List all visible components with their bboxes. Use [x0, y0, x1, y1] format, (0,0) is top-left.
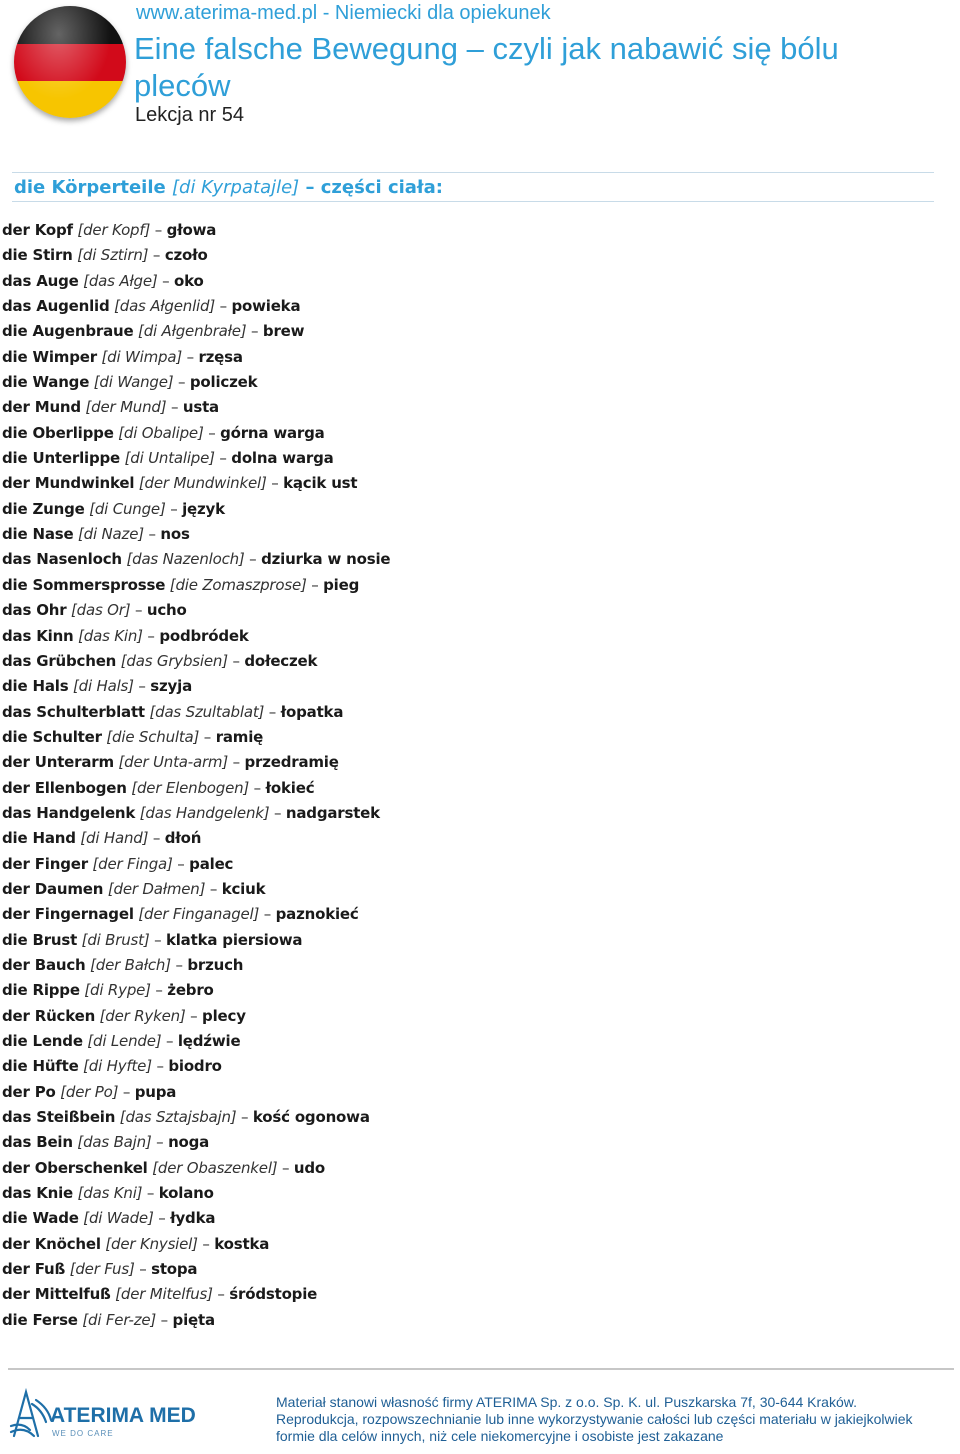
vocab-item [2, 1130, 390, 1155]
vocab-polish: plecy [202, 1006, 246, 1025]
vocab-german: das Grübchen [2, 651, 117, 670]
vocab-pronunciation: [der Bałch] [90, 955, 171, 974]
vocab-pronunciation: [der Kopf] [77, 221, 151, 239]
vocab-german: das Kinn [2, 626, 74, 645]
vocab-dash: – [202, 1234, 210, 1253]
vocab-dash: – [209, 879, 218, 898]
vocab-item [2, 1308, 390, 1333]
vocab-polish: brzuch [187, 955, 244, 974]
section-rule-top [12, 172, 934, 173]
vocab-german: das Schulterblatt [2, 702, 145, 721]
vocab-pronunciation: [di Cunge] [89, 499, 166, 518]
copyright-line: formie dla celów innych, niż cele niekomercyjne i osobiste jest zakazane [276, 1428, 724, 1444]
vocab-german: das Ohr [2, 601, 67, 620]
vocab-polish: oko [173, 271, 204, 290]
vocabulary-list [2, 218, 390, 1333]
vocab-german: der Po [2, 1082, 56, 1101]
vocab-german: die Hand [2, 829, 76, 848]
vocab-dash: – [138, 677, 146, 696]
vocab-dash: – [147, 626, 155, 645]
vocab-dash: – [253, 778, 261, 797]
vocab-dash: – [154, 930, 162, 949]
vocab-item [2, 624, 390, 649]
vocab-pronunciation: [das Szultablat] [149, 702, 265, 721]
vocab-pronunciation: [di Lende] [87, 1032, 162, 1050]
vocab-german: die Oberlippe [2, 423, 114, 442]
vocab-dash: – [273, 803, 282, 822]
vocab-polish: kostka [214, 1234, 270, 1253]
vocab-polish: podbródek [159, 626, 249, 645]
vocab-polish: stopa [151, 1260, 198, 1279]
vocab-polish: biodro [168, 1057, 222, 1076]
vocab-german: der Oberschenkel [2, 1158, 148, 1177]
vocab-german: der Kopf [2, 221, 73, 239]
vocab-polish: czoło [164, 246, 208, 265]
vocab-pronunciation: [di Rype] [84, 981, 151, 1000]
vocab-polish: powieka [231, 297, 301, 316]
vocab-pronunciation: [di Brust] [81, 930, 150, 949]
vocab-german: der Mundwinkel [2, 474, 135, 493]
vocab-pronunciation: [di Fer-ze] [82, 1310, 157, 1329]
vocab-pronunciation: [di Wimpa] [101, 347, 182, 366]
vocab-polish: kciuk [221, 879, 266, 898]
vocab-dash: – [162, 271, 170, 290]
vocab-dash: – [160, 1310, 168, 1329]
vocab-dash: – [271, 474, 279, 493]
vocab-item [2, 776, 390, 801]
vocab-polish: kolano [158, 1184, 214, 1203]
vocab-polish: żebro [167, 981, 214, 1000]
lesson-number: Lekcja nr 54 [135, 104, 244, 126]
vocab-polish: śródstopie [229, 1285, 318, 1304]
vocab-dash: – [177, 854, 185, 873]
vocab-dash: – [263, 905, 272, 924]
page-title: Eine falsche Bewegung – czyli jak nabawić się bólu pleców [134, 31, 839, 103]
vocab-polish: przedramię [244, 753, 339, 772]
vocab-polish: brew [262, 322, 305, 341]
vocab-polish: klatka piersiowa [165, 930, 303, 949]
vocab-pronunciation: [di Sztirn] [77, 246, 149, 265]
vocab-german: der Finger [2, 854, 88, 873]
vocab-german: die Ferse [2, 1310, 78, 1329]
vocab-polish: noga [168, 1133, 210, 1152]
aterima-logo [8, 1386, 196, 1450]
vocab-dash: – [251, 322, 259, 341]
vocab-pronunciation: [das Bajn] [77, 1133, 152, 1152]
vocab-dash: – [282, 1158, 290, 1177]
vocab-item [2, 446, 390, 471]
vocab-german: das Augenlid [2, 297, 110, 316]
vocab-pronunciation: [der Mund] [85, 398, 167, 417]
vocab-item [2, 877, 390, 902]
vocab-german: der Unterarm [2, 753, 114, 772]
vocab-item [2, 674, 390, 699]
vocab-pronunciation: [der Mitelfus] [115, 1285, 213, 1304]
section-heading-dash: – [305, 177, 315, 198]
vocab-dash: – [165, 1032, 174, 1050]
footer-divider [8, 1368, 954, 1370]
vocab-dash: – [170, 398, 179, 417]
vocab-pronunciation: [das Kin] [78, 626, 143, 645]
vocab-item [2, 826, 390, 851]
vocab-polish: łopatka [280, 702, 344, 721]
vocab-dash: – [208, 423, 216, 442]
vocab-item [2, 573, 390, 598]
vocab-item [2, 319, 390, 344]
vocab-dash: – [190, 1006, 198, 1025]
vocab-dash: – [139, 1260, 147, 1279]
section-heading-pron: [di Kyrpatajle] [172, 177, 300, 198]
vocab-dash: – [152, 246, 161, 265]
vocab-item [2, 928, 390, 953]
vocab-pronunciation: [di Untalipe] [124, 449, 215, 468]
vocab-dash: – [175, 955, 183, 974]
vocab-item [2, 801, 390, 826]
vocab-pronunciation: [der Obaszenkel] [152, 1158, 278, 1177]
vocab-german: die Unterlippe [2, 449, 121, 468]
vocab-german: die Zunge [2, 499, 85, 518]
vocab-dash: – [156, 1057, 164, 1076]
vocab-polish: głowa [166, 221, 217, 239]
vocab-polish: łokieć [265, 778, 315, 797]
german-flag-icon [14, 6, 126, 118]
vocab-item [2, 1054, 390, 1079]
vocab-dash: – [249, 550, 257, 569]
vocab-pronunciation: [das Handgelenk] [139, 803, 270, 822]
vocab-polish: pięta [172, 1310, 215, 1329]
aterima-logo-icon [8, 1386, 54, 1442]
vocab-dash: – [232, 753, 240, 772]
vocab-polish: kącik ust [283, 474, 358, 493]
site-header-link[interactable]: www.aterima-med.pl - Niemiecki dla opiekunek [136, 2, 551, 24]
vocab-polish: nadgarstek [285, 803, 380, 822]
copyright-line: Materiał stanowi własność firmy ATERIMA Sp. z o.o. Sp. K. ul. Puszkarska 7f, 30-644 Kraków. [276, 1394, 857, 1410]
vocab-item [2, 1282, 390, 1307]
section-heading-pl: części ciała: [320, 177, 443, 198]
vocab-pronunciation: [das Ałge] [83, 271, 158, 290]
vocab-german: die Wimper [2, 347, 97, 366]
vocab-pronunciation: [di Hals] [73, 677, 134, 696]
copyright-line: Reprodukcja, rozpowszechnianie lub inne wykorzystywanie całości lub części materiału w jakiejkolwiek [276, 1411, 913, 1427]
vocab-polish: paznokieć [275, 905, 359, 924]
vocab-german: der Mund [2, 398, 81, 417]
vocab-german: die Wange [2, 373, 90, 392]
vocab-dash: – [154, 221, 162, 239]
vocab-item [2, 471, 390, 496]
vocab-german: der Rücken [2, 1006, 96, 1025]
vocab-item [2, 1181, 390, 1206]
vocab-polish: górna warga [220, 423, 325, 442]
vocab-dash: – [186, 347, 194, 366]
vocab-pronunciation: [di Ałgenbrałe] [138, 322, 247, 341]
vocab-dash: – [232, 651, 240, 670]
vocab-dash: – [217, 1285, 225, 1304]
vocab-dash: – [177, 373, 186, 392]
vocab-german: das Nasenloch [2, 550, 122, 569]
vocab-german: die Nase [2, 525, 74, 544]
vocab-pronunciation: [das Kni] [77, 1184, 143, 1203]
vocab-dash: – [268, 702, 277, 721]
section-rule-bottom [12, 201, 934, 202]
vocab-item [2, 1156, 390, 1181]
vocab-german: die Sommersprosse [2, 575, 166, 594]
vocab-item [2, 395, 390, 420]
vocab-polish: dołeczek [244, 651, 318, 670]
vocab-pronunciation: [der Ryken] [99, 1006, 186, 1025]
vocab-pronunciation: [der Fus] [69, 1260, 135, 1279]
vocab-polish: kość ogonowa [252, 1108, 370, 1127]
vocab-pronunciation: [der Knysiel] [105, 1234, 198, 1253]
vocab-pronunciation: [die Schulta] [106, 727, 200, 746]
vocab-german: die Brust [2, 930, 78, 949]
vocab-dash: – [122, 1082, 131, 1101]
vocab-item [2, 902, 390, 927]
vocab-german: die Stirn [2, 246, 73, 265]
vocab-item [2, 1232, 390, 1257]
vocab-item [2, 1105, 390, 1130]
vocab-dash: – [156, 1133, 164, 1152]
vocab-pronunciation: [das Or] [71, 601, 131, 620]
vocab-german: das Auge [2, 271, 79, 290]
vocab-german: der Mittelfuß [2, 1285, 111, 1304]
vocab-pronunciation: [der Po] [60, 1082, 119, 1101]
vocab-item [2, 522, 390, 547]
vocab-item [2, 598, 390, 623]
vocab-german: der Fingernagel [2, 905, 134, 924]
vocab-item [2, 421, 390, 446]
vocab-dash: – [241, 1108, 249, 1127]
vocab-german: die Augenbraue [2, 322, 134, 341]
vocab-german: der Knöchel [2, 1234, 101, 1253]
vocab-polish: nos [160, 525, 190, 544]
vocab-item [2, 750, 390, 775]
vocab-item [2, 497, 390, 522]
vocab-polish: dolna warga [231, 449, 334, 468]
vocab-pronunciation: [das Sztajsbajn] [119, 1108, 237, 1127]
vocab-polish: palec [189, 854, 234, 873]
vocab-pronunciation: [di Wade] [83, 1209, 154, 1228]
vocab-german: das Steißbein [2, 1108, 116, 1127]
vocab-item [2, 243, 390, 268]
vocab-german: die Lende [2, 1032, 83, 1050]
vocab-dash: – [219, 297, 227, 316]
flag-shine [14, 6, 126, 118]
vocab-item [2, 345, 390, 370]
vocab-polish: ucho [146, 601, 187, 620]
vocab-pronunciation: [das Nazenloch] [126, 550, 245, 569]
vocab-dash: – [146, 1184, 155, 1203]
vocab-polish: dłoń [164, 829, 202, 848]
vocab-polish: udo [293, 1158, 326, 1177]
vocab-pronunciation: [der Finga] [92, 854, 173, 873]
aterima-logo-tagline: WE DO CARE [52, 1429, 114, 1438]
vocab-pronunciation: [der Finganagel] [138, 905, 260, 924]
vocab-dash: – [134, 601, 143, 620]
vocab-polish: pieg [323, 575, 360, 594]
vocab-item [2, 218, 390, 243]
vocab-item [2, 700, 390, 725]
vocab-item [2, 725, 390, 750]
vocab-pronunciation: [di Obalipe] [118, 423, 204, 442]
vocab-pronunciation: [das Ałgenlid] [114, 297, 215, 316]
vocab-pronunciation: [der Mundwinkel] [138, 474, 267, 493]
vocab-pronunciation: [di Wange] [93, 373, 174, 392]
vocab-item [2, 547, 390, 572]
vocab-pronunciation: [das Grybsien] [120, 651, 228, 670]
vocab-item [2, 978, 390, 1003]
aterima-logo-name: ATERIMA MED [50, 1404, 196, 1427]
vocab-polish: ramię [215, 727, 264, 746]
vocab-dash: – [152, 829, 161, 848]
vocab-dash: – [158, 1209, 166, 1228]
vocab-item [2, 1257, 390, 1282]
vocab-german: die Hüfte [2, 1057, 79, 1076]
vocab-german: die Hals [2, 677, 69, 696]
vocab-item [2, 852, 390, 877]
vocab-item [2, 649, 390, 674]
vocab-dash: – [203, 727, 212, 746]
vocab-german: das Knie [2, 1184, 74, 1203]
vocab-polish: dziurka w nosie [261, 550, 391, 569]
vocab-item [2, 294, 390, 319]
vocab-polish: język [182, 499, 225, 518]
vocab-item [2, 370, 390, 395]
vocab-item [2, 269, 390, 294]
vocab-german: der Daumen [2, 879, 104, 898]
vocab-pronunciation: [di Hyfte] [83, 1057, 152, 1076]
vocab-polish: łydka [170, 1209, 216, 1228]
vocab-polish: usta [182, 398, 219, 417]
vocab-item [2, 1029, 390, 1054]
vocab-polish: policzek [189, 373, 258, 392]
vocab-german: der Fuß [2, 1260, 66, 1279]
vocab-pronunciation: [der Dałmen] [107, 879, 206, 898]
vocab-pronunciation: [der Unta-arm] [118, 753, 229, 772]
vocab-dash: – [155, 981, 163, 1000]
section-heading [14, 177, 443, 198]
vocab-pronunciation: [di Hand] [80, 829, 149, 848]
vocab-polish: szyja [150, 677, 192, 696]
vocab-item [2, 953, 390, 978]
vocab-german: der Bauch [2, 955, 86, 974]
vocab-german: die Wade [2, 1209, 79, 1228]
vocab-dash: – [219, 449, 227, 468]
vocab-pronunciation: [di Naze] [78, 525, 144, 544]
vocab-dash: – [148, 525, 156, 544]
vocab-item [2, 1004, 390, 1029]
vocab-dash: – [311, 575, 319, 594]
vocab-pronunciation: [die Zomaszprose] [169, 575, 307, 594]
vocab-german: der Ellenbogen [2, 778, 127, 797]
vocab-item [2, 1080, 390, 1105]
copyright-notice [276, 1394, 913, 1445]
vocab-polish: rzęsa [198, 347, 243, 366]
section-heading-de: die Körperteile [14, 177, 166, 198]
vocab-german: das Handgelenk [2, 803, 136, 822]
vocab-polish: lędźwie [177, 1032, 241, 1050]
vocab-dash: – [170, 499, 178, 518]
vocab-pronunciation: [der Elenbogen] [131, 778, 250, 797]
vocab-item [2, 1206, 390, 1231]
vocab-german: die Schulter [2, 727, 102, 746]
vocab-german: die Rippe [2, 981, 80, 1000]
vocab-german: das Bein [2, 1133, 73, 1152]
vocab-polish: pupa [134, 1082, 177, 1101]
